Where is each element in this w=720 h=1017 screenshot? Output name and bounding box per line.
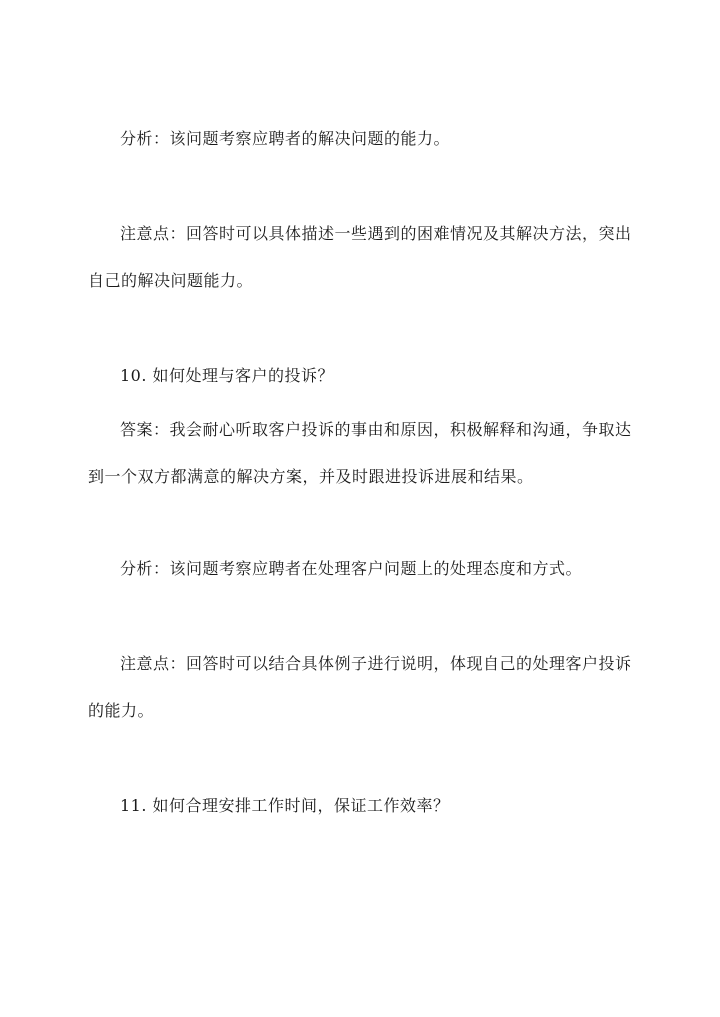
question-10-heading: 10. 如何处理与客户的投诉？ xyxy=(120,366,335,385)
note-paragraph: 注意点：回答时可以具体描述一些遇到的困难情况及其解决方法，突出自己的解决问题能力。 xyxy=(88,224,632,290)
question-11-heading: 11. 如何合理安排工作时间，保证工作效率？ xyxy=(120,796,450,815)
note-paragraph: 注意点：回答时可以结合具体例子进行说明，体现自己的处理客户投诉的能力。 xyxy=(88,654,632,720)
analysis-paragraph: 分析：该问题考察应聘者的解决问题的能力。 xyxy=(120,129,451,148)
answer-paragraph: 答案：我会耐心听取客户投诉的事由和原因，积极解释和沟通，争取达到一个双方都满意的解决方案，并及时跟进投诉进展和结果。 xyxy=(88,420,632,486)
analysis-paragraph: 分析：该问题考察应聘者在处理客户问题上的处理态度和方式。 xyxy=(120,559,583,578)
